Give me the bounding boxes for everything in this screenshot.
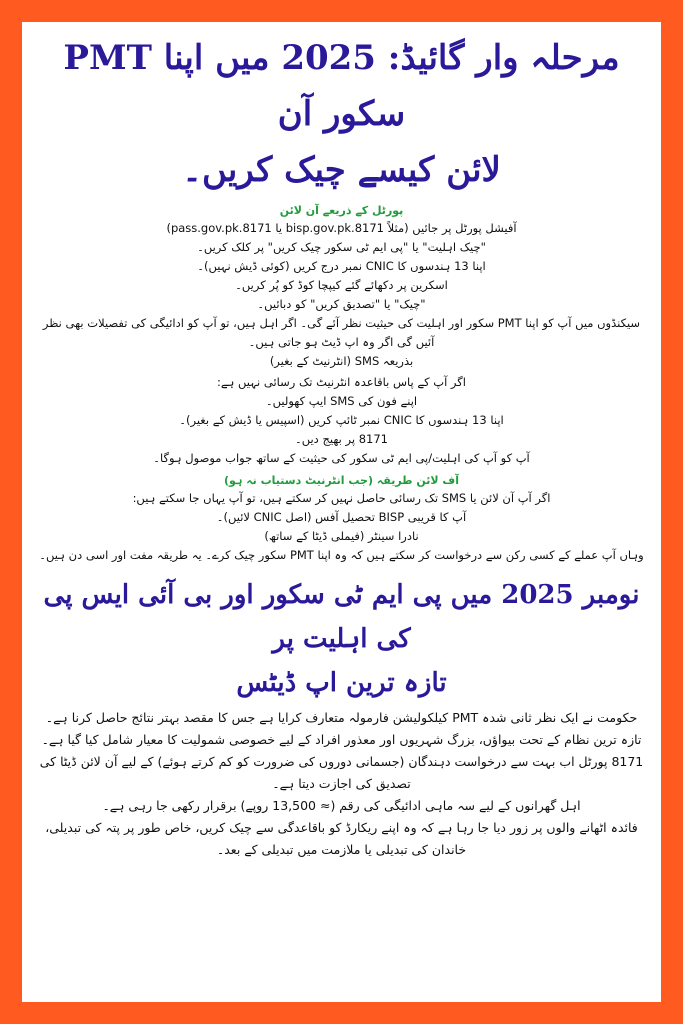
title-line-1: مرحلہ وار گائیڈ: 2025 میں اپنا PMT سکور آن bbox=[63, 38, 620, 134]
list-item: اسکرین پر دکھائے گئے کیپچا کوڈ کو پُر کریں۔ bbox=[235, 278, 448, 292]
online-section-heading: پورٹل کے ذریعے آن لائن bbox=[279, 204, 404, 217]
online-steps bbox=[22, 219, 661, 352]
list-item: آفیشل پورٹل پر جائیں (مثلاً bisp.gov.pk.8171 یا pass.gov.pk.8171) bbox=[166, 221, 517, 235]
article-card bbox=[22, 22, 661, 1002]
updates-heading-line-2: تازہ ترین اپ ڈیٹس bbox=[236, 668, 447, 698]
updates-heading-line-1: نومبر 2025 میں پی ایم ٹی سکور اور بی آئی ایس پی کی اہلیت پر bbox=[43, 580, 640, 654]
list-item: اپنا 13 ہندسوں کا CNIC نمبر ٹائپ کریں (اسپیس یا ڈیش کے بغیر)۔ bbox=[179, 413, 504, 427]
list-item: "چیک اہلیت" یا "پی ایم ٹی سکور چیک کریں" پر کلک کریں۔ bbox=[197, 240, 486, 254]
offline-steps bbox=[22, 489, 661, 565]
offline-section-heading: آف لائن طریقہ (جب انٹرنیٹ دستیاب نہ ہو) bbox=[224, 474, 459, 487]
list-item: فائدہ اٹھانے والوں پر زور دیا جا رہا ہے کہ وہ اپنے ریکارڈ کو باقاعدگی سے چیک کریں، خاص طور پر پتہ کی تبدیلی، خاندان کی تبدیلی یا ملازمت میں تبدیلی کے بعد۔ bbox=[45, 820, 638, 857]
list-item: 8171 پورٹل اب بہت سے درخواست دہندگان (جسمانی دوروں کی ضرورت کو کم کرتے ہوئے) کے لیے آن لائن ڈیٹا کی تصدیق کی اجازت دیتا ہے۔ bbox=[39, 754, 644, 791]
updates-list bbox=[22, 707, 661, 861]
list-item: اپنے فون کی SMS ایپ کھولیں۔ bbox=[265, 394, 418, 408]
list-item: آپ کو آپ کی اہلیت/پی ایم ٹی سکور کی حیثیت کے ساتھ جواب موصول ہوگا۔ bbox=[153, 451, 530, 465]
list-item: 8171 پر بھیج دیں۔ bbox=[294, 432, 388, 446]
list-item: اپنا 13 ہندسوں کا CNIC نمبر درج کریں (کوئی ڈیش نہیں)۔ bbox=[197, 259, 486, 273]
list-item: حکومت نے ایک نظر ثانی شدہ PMT کیلکولیشن فارمولہ متعارف کرایا ہے جس کا مقصد بہتر نتائج حاصل کرنا ہے۔ bbox=[45, 710, 638, 725]
list-item: اگر آپ کے پاس باقاعدہ انٹرنیٹ تک رسائی نہیں ہے: bbox=[217, 375, 466, 389]
list-item: اہل گھرانوں کے لیے سہ ماہی ادائیگی کی رقم (≈ 13,500 روپے) برقرار رکھی جا رہی ہے۔ bbox=[102, 798, 581, 813]
sms-steps bbox=[22, 373, 661, 468]
list-item: اگر آپ آن لائن یا SMS تک رسائی حاصل نہیں کر سکتے ہیں، تو آپ یہاں جا سکتے ہیں: bbox=[132, 491, 551, 505]
list-item: سیکنڈوں میں آپ کو اپنا PMT سکور اور اہلیت کی حیثیت نظر آئے گی۔ اگر اہل ہیں، تو آپ کو ادائیگی کی تفصیلات بھی نظر آئیں گی اگر وہ اپ ڈیٹ ہو جاتی ہیں۔ bbox=[42, 316, 641, 349]
list-item: "چیک" یا "تصدیق کریں" کو دبائیں۔ bbox=[257, 297, 426, 311]
list-item: وہاں آپ عملے کے کسی رکن سے درخواست کر سکتے ہیں کہ وہ اپنا PMT سکور چیک کرے۔ یہ طریقہ مفت اور اسی دن ہیں۔ bbox=[39, 548, 644, 562]
sms-section-heading: بذریعہ SMS (انٹرنیٹ کے بغیر) bbox=[269, 354, 414, 368]
list-item: آپ کا قریبی BISP تحصیل آفس (اصل CNIC لائیں)۔ bbox=[216, 510, 467, 524]
title-line-2: لائن کیسے چیک کریں۔ bbox=[182, 150, 501, 190]
list-item: تازہ ترین نظام کے تحت بیواؤں، بزرگ شہریوں اور معذور افراد کے لیے خصوصی شمولیت کا معیار شامل کیا گیا ہے۔ bbox=[41, 732, 642, 747]
list-item: نادرا سینٹر (فیملی ڈیٹا کے ساتھ) bbox=[264, 529, 419, 543]
updates-heading bbox=[34, 573, 649, 705]
page-title bbox=[32, 30, 651, 198]
